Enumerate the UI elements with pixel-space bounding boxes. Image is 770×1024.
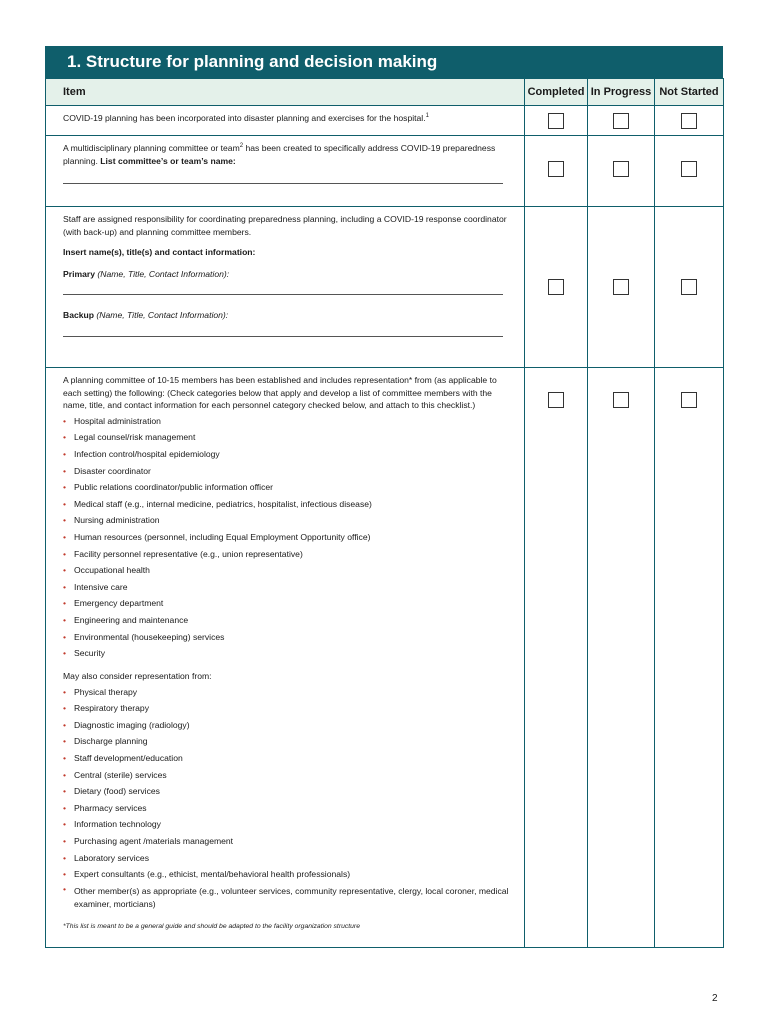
- committee-name-line[interactable]: [63, 183, 503, 184]
- list-item: • Dietary (food) services: [63, 783, 516, 800]
- list-item: • Facility personnel representative (e.g., union representative): [63, 546, 516, 563]
- checklist-section: [45, 46, 723, 948]
- list-item: • Diagnostic imaging (radiology): [63, 717, 516, 734]
- page-number: 2: [712, 993, 718, 1004]
- table-row: [46, 106, 724, 136]
- completed-checkbox[interactable]: [548, 392, 564, 408]
- footnote-ref: 2: [239, 143, 244, 150]
- optional-member-list: [63, 684, 516, 911]
- completed-checkbox[interactable]: [548, 279, 564, 295]
- in-progress-checkbox[interactable]: [613, 113, 629, 129]
- list-item: • Infection control/hospital epidemiology: [63, 446, 516, 463]
- table-row: [46, 207, 724, 368]
- list-item: • Legal counsel/risk management: [63, 429, 516, 446]
- list-item: • Emergency department: [63, 595, 516, 612]
- in-progress-checkbox[interactable]: [613, 392, 629, 408]
- section-title: 1. Structure for planning and decision making: [45, 46, 723, 78]
- list-item: • Human resources (personnel, including Equal Employment Opportunity office): [63, 529, 516, 546]
- row2-text-a: A multidisciplinary planning committee or team: [63, 143, 240, 153]
- row4-text: A planning committee of 10-15 members has been established and includes representation* from (as applicable to each setting) the following: (Check categories below that apply and develop a list of committee members with the name, title, and contact information for each personnel category checked below, and attach to this checklist.): [63, 375, 497, 411]
- insert-label-text: Insert name(s), title(s) and contact information:: [63, 247, 256, 258]
- primary-label: [63, 268, 516, 281]
- list-item: • Intensive care: [63, 579, 516, 596]
- list-item: • Information technology: [63, 816, 516, 833]
- table-row: [46, 136, 724, 207]
- checklist-table: [45, 78, 724, 948]
- list-item: • Hospital administration: [63, 413, 516, 430]
- insert-label: [63, 246, 516, 259]
- list-item: • Environmental (housekeeping) services: [63, 629, 516, 646]
- completed-checkbox[interactable]: [548, 113, 564, 129]
- list-item: • Physical therapy: [63, 684, 516, 701]
- committee-member-list: [63, 413, 516, 662]
- column-header-item: Item: [46, 79, 525, 106]
- column-header-completed: Completed: [525, 79, 588, 106]
- not-started-checkbox[interactable]: [681, 161, 697, 177]
- row-item-text: [46, 368, 525, 948]
- list-item: • Nursing administration: [63, 512, 516, 529]
- not-started-checkbox[interactable]: [681, 279, 697, 295]
- completed-checkbox[interactable]: [548, 161, 564, 177]
- header-row: [46, 79, 724, 106]
- column-header-in-progress: In Progress: [588, 79, 655, 106]
- list-item: • Public relations coordinator/public information officer: [63, 479, 516, 496]
- list-item: • Central (sterile) services: [63, 767, 516, 784]
- backup-hint: (Name, Title, Contact Information):: [94, 310, 229, 321]
- list-item: • Occupational health: [63, 562, 516, 579]
- list-item: • Respiratory therapy: [63, 700, 516, 717]
- list-item: • Security: [63, 645, 516, 662]
- primary-hint: (Name, Title, Contact Information):: [95, 268, 230, 279]
- list-item: • Medical staff (e.g., internal medicine, pediatrics, hospitalist, infectious disease): [63, 496, 516, 513]
- list-item: • Staff development/education: [63, 750, 516, 767]
- in-progress-checkbox[interactable]: [613, 161, 629, 177]
- column-header-not-started: Not Started: [655, 79, 724, 106]
- list-item: • Purchasing agent /materials management: [63, 833, 516, 850]
- list-item: • Discharge planning: [63, 733, 516, 750]
- backup-label-text: Backup: [63, 310, 95, 321]
- row-item-text: [46, 136, 525, 207]
- primary-label-text: Primary: [63, 268, 96, 279]
- footnote: *This list is meant to be a general guide and should be adapted to the facility organization structure: [63, 922, 360, 930]
- row-item-text: [46, 207, 525, 368]
- table-row: [46, 368, 724, 948]
- not-started-checkbox[interactable]: [681, 392, 697, 408]
- list-item: • Other member(s) as appropriate (e.g., volunteer services, community representative, clergy, local coroner, medical examiner, morticians): [63, 883, 516, 911]
- footnote-ref: 1: [425, 113, 429, 120]
- backup-label: [63, 309, 516, 322]
- not-started-checkbox[interactable]: [681, 113, 697, 129]
- backup-contact-line[interactable]: [63, 336, 503, 337]
- row1-text: COVID-19 planning has been incorporated into disaster planning and exercises for the hospital.: [63, 113, 426, 123]
- row-item-text: [46, 106, 525, 136]
- row3-text: Staff are assigned responsibility for coordinating preparedness planning, including a COVID-19 response coordinator (with back-up) and planning committee members.: [63, 214, 507, 237]
- row2-text-b: has been created to specifically address COVID-19 preparedness planning.: [63, 143, 496, 166]
- in-progress-checkbox[interactable]: [613, 279, 629, 295]
- list-item: • Expert consultants (e.g., ethicist, mental/behavioral health professionals): [63, 866, 516, 883]
- also-consider-label: May also consider representation from:: [63, 670, 212, 681]
- list-item: • Engineering and maintenance: [63, 612, 516, 629]
- row2-bold-label: List committee’s or team’s name:: [100, 155, 236, 166]
- list-item: • Disaster coordinator: [63, 463, 516, 480]
- list-item: • Pharmacy services: [63, 800, 516, 817]
- list-item: • Laboratory services: [63, 850, 516, 867]
- primary-contact-line[interactable]: [63, 294, 503, 295]
